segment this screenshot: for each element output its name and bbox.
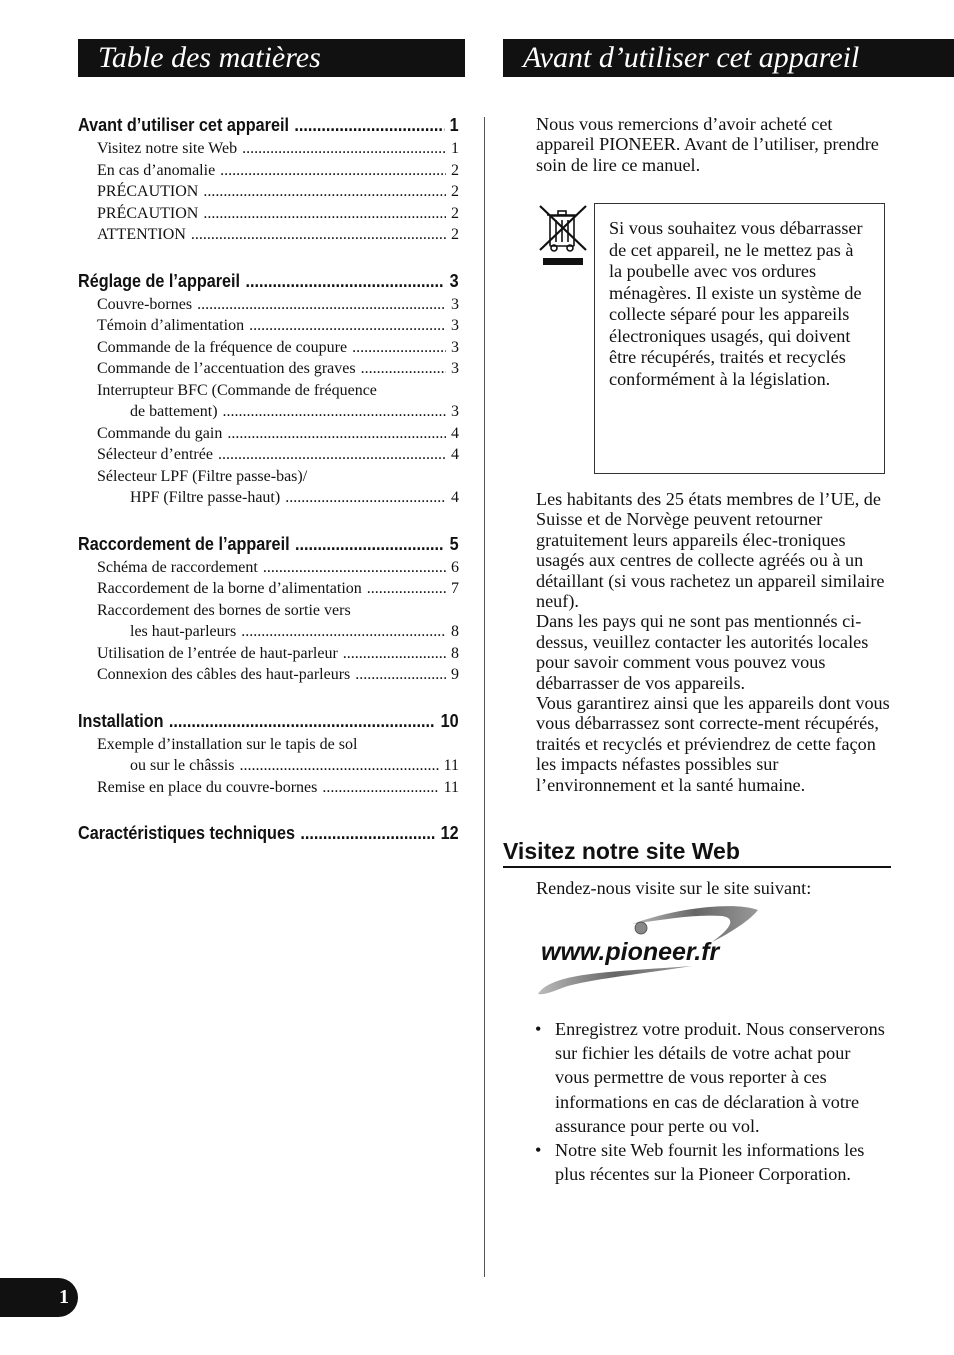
toc-item[interactable] [78,315,459,337]
table-of-contents [78,112,459,868]
toc-item[interactable]: Raccordement des bornes de sortie vers [97,601,351,619]
toc-item-label: Commande de l’accentuation des graves [97,360,356,377]
toc-item[interactable] [78,401,459,423]
toc-item-label: Raccordement de la borne d’alimentation [97,580,362,597]
toc-item-label: les haut-parleurs [130,623,237,640]
toc-item-label: Commande de la fréquence de coupure [97,338,348,356]
toc-item-page: 8 [451,623,459,640]
toc-item[interactable] [78,487,459,509]
toc-section [78,112,459,246]
toc-item[interactable] [78,138,459,160]
toc-item-page: 4 [451,489,459,506]
web-benefits-list [533,1017,889,1186]
toc-heading-label: Réglage de l’appareil [78,270,241,291]
toc-item-label: Utilisation de l’entrée de haut-parleur [97,644,338,662]
toc-item-page: 4 [451,424,459,442]
toc-item-label: ou sur le châssis [130,757,235,774]
toc-item-page: 6 [451,558,459,576]
toc-heading-page: 10 [440,710,459,731]
toc-section-heading[interactable] [78,531,459,557]
toc-heading-label: Caractéristiques techniques [78,823,295,843]
toc-item-label: Sélecteur d’entrée [97,446,213,463]
toc-section [78,708,459,799]
toc-item-page: 3 [451,403,459,420]
toc-heading-page: 5 [449,533,459,554]
list-item: • Notre site Web fournit les informations les plus récentes sur la Pioneer Corporation. [533,1138,889,1186]
toc-item[interactable] [78,621,459,643]
toc-item[interactable] [78,160,459,182]
toc-item-page: 3 [451,317,459,334]
toc-item[interactable] [78,337,459,359]
toc-item-label: Remise en place du couvre-bornes [97,778,318,796]
body-paragraph-2: Dans les pays qui ne sont pas mentionnés ci-dessus, veuillez contacter les autorités locales pour savoir comment vous pouvez vous débarrasser de vos appareils. [536,611,869,693]
toc-item[interactable] [78,444,459,466]
toc-item-page: 9 [451,666,459,683]
column-divider [484,117,485,1277]
disposal-notice-box: Si vous souhaitez vous débarrasser de cet appareil, ne le mettez pas à la poubelle avec vos ordures ménagères. Il existe un système de collecte séparé pour les appareils électroniques usagés, qui doivent être récupérés, traités et recyclés conformément à la législation. [594,203,885,474]
toc-heading-page: 1 [449,115,459,135]
toc-item[interactable]: Exemple d’installation sur le tapis de sol [97,735,358,753]
toc-item[interactable] [78,423,459,445]
section-title: Avant d’utiliser cet appareil [503,39,954,77]
toc-item-page: 11 [443,757,459,774]
page-number: 1 [0,1278,78,1317]
toc-item[interactable] [78,643,459,665]
toc-item[interactable] [78,224,459,246]
toc-item-label: Schéma de raccordement [97,558,258,576]
toc-title: Table des matières [78,39,465,77]
toc-item-page: 8 [451,644,459,662]
toc-item-page: 2 [451,183,459,200]
toc-item[interactable] [78,755,459,777]
toc-item-page: 2 [451,161,459,179]
toc-item[interactable] [78,557,459,579]
toc-section-heading[interactable] [78,708,459,734]
toc-item-page: 3 [451,338,459,356]
toc-item[interactable] [78,358,459,380]
toc-item[interactable] [78,181,459,203]
disposal-body-text [536,489,892,795]
toc-section [78,531,459,686]
toc-heading-page: 3 [449,270,459,291]
web-section-heading: Visitez notre site Web [503,836,891,868]
toc-item[interactable]: Interrupteur BFC (Commande de fréquence [97,381,377,399]
toc-item[interactable] [78,578,459,600]
toc-heading-page: 12 [440,823,459,843]
toc-item[interactable] [78,294,459,316]
toc-section-heading[interactable] [78,820,459,846]
toc-heading-label: Avant d’utiliser cet appareil [78,115,289,135]
body-paragraph-1: Les habitants des 25 états membres de l’UE, de Suisse et de Norvège peuvent retourner gratuitement leurs appareils élec-troniques usagés aux centres de collecte agréés ou à un détaillant (si vous rachetez un appareil similaire neuf). [536,489,885,612]
toc-item[interactable]: Sélecteur LPF (Filtre passe-bas)/ [97,467,308,485]
toc-heading-label: Installation [78,710,164,731]
toc-item-page: 1 [451,140,459,157]
crossed-out-bin-icon [536,202,590,266]
toc-section-heading[interactable] [78,268,459,294]
logo-text: www.pioneer.fr [541,938,720,966]
toc-item-page: 4 [451,446,459,463]
toc-item-label: ATTENTION [97,226,186,243]
toc-item-label: de battement) [130,403,218,420]
toc-item-label: Couvre-bornes [97,295,193,313]
toc-item-label: Visitez notre site Web [97,140,238,157]
toc-item[interactable] [78,777,459,799]
toc-item-page: 11 [443,778,459,796]
list-item: • Enregistrez votre produit. Nous conserverons sur fichier les détails de votre achat pour vous permettre de vous reporter à ces informations en cas de déclaration à votre assurance pour perte ou vol. [533,1017,889,1138]
toc-item-label: HPF (Filtre passe-haut) [130,489,281,506]
toc-section-heading[interactable] [78,112,459,138]
toc-item-page: 3 [451,360,459,377]
toc-item-page: 2 [451,226,459,243]
toc-item-label: Commande du gain [97,424,223,442]
toc-heading-label: Raccordement de l’appareil [78,533,290,554]
toc-item-label: PRÉCAUTION [97,204,199,222]
intro-paragraph: Nous vous remercions d’avoir acheté cet appareil PIONEER. Avant de l’utiliser, prendre soin de lire ce manuel. [536,114,879,175]
toc-item[interactable] [78,664,459,686]
toc-item[interactable] [78,203,459,225]
toc-item-label: Témoin d’alimentation [97,317,245,334]
pioneer-website-logo[interactable] [532,902,764,998]
toc-item-page: 3 [451,295,459,313]
toc-item-page: 7 [451,580,459,597]
toc-item-label: En cas d’anomalie [97,161,216,179]
toc-section [78,268,459,509]
visit-text: Rendez-nous visite sur le site suivant: [536,878,812,898]
toc-item-page: 2 [451,204,459,222]
body-paragraph-3: Vous garantirez ainsi que les appareils dont vous vous débarrassez sont correcte-ment récupérés, traités et recyclés et préviendrez de cette façon les impacts néfastes possibles sur l’environnement et la santé humaine. [536,693,890,795]
toc-section [78,820,459,846]
toc-item-label: PRÉCAUTION [97,183,199,200]
toc-item-label: Connexion des câbles des haut-parleurs [97,666,351,683]
